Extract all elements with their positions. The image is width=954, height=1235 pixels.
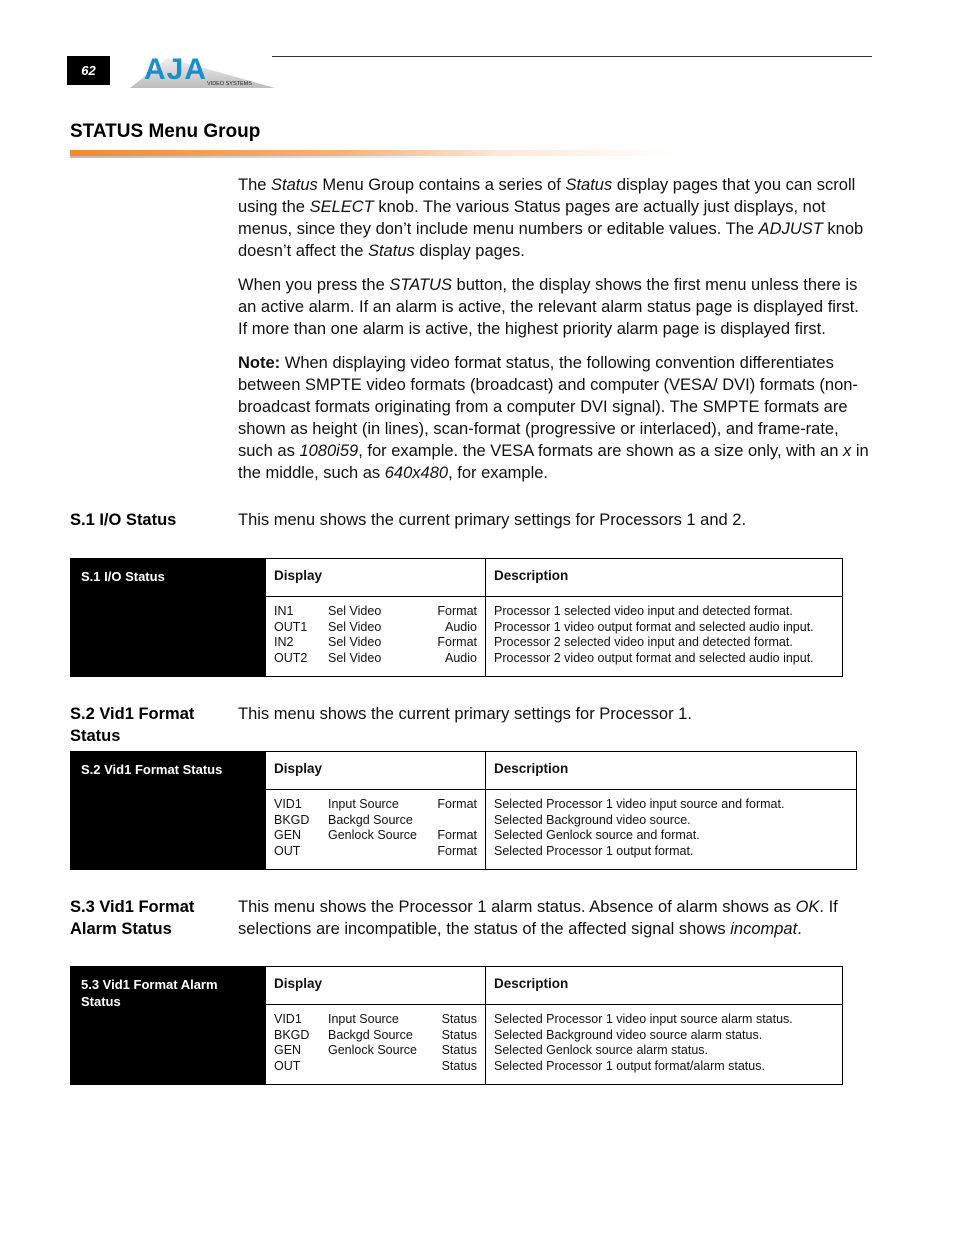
display-cell xyxy=(266,790,486,870)
display-code: GEN xyxy=(274,828,302,843)
display-source: Genlock Source xyxy=(328,828,417,843)
display-line xyxy=(274,797,477,813)
text-run: 1080i59 xyxy=(299,442,359,460)
display-code: OUT2 xyxy=(274,650,308,665)
s2-description xyxy=(238,703,870,725)
description-header: Description xyxy=(486,559,843,597)
text-run: Note: xyxy=(238,354,281,372)
logo-subtext: VIDEO SYSTEMS xyxy=(207,81,252,87)
s1-description xyxy=(238,509,870,531)
display-value: Status xyxy=(441,1027,477,1042)
display-header: Display xyxy=(266,559,486,597)
title-underline-shadow xyxy=(70,156,480,158)
description-header: Description xyxy=(486,752,857,790)
display-source: Backgd Source xyxy=(328,1027,413,1042)
aja-logo xyxy=(130,54,275,88)
intro-paragraph-2 xyxy=(238,274,870,340)
display-code: GEN xyxy=(274,1043,302,1058)
display-source: Sel Video xyxy=(328,635,382,650)
text-run: 640x480 xyxy=(384,464,449,482)
text-run: in the middle, such as xyxy=(238,442,869,482)
display-code: OUT xyxy=(274,1058,301,1073)
display-value: Status xyxy=(441,1058,477,1073)
page-number: 62 xyxy=(67,56,110,85)
header-rule xyxy=(272,56,872,57)
text-run: x xyxy=(843,442,852,460)
display-code: IN2 xyxy=(274,635,294,650)
text-run: incompat xyxy=(730,920,798,938)
text-run: knob doesn’t affect the xyxy=(238,220,864,260)
text-run: This menu shows the Processor 1 alarm status. Absence of alarm shows as xyxy=(238,898,796,916)
text-run: When you press the xyxy=(238,276,390,294)
page-title: STATUS Menu Group xyxy=(70,121,261,142)
display-code: VID1 xyxy=(274,1012,302,1026)
description-line: Selected Background video source. xyxy=(494,812,691,827)
display-source: Backgd Source xyxy=(328,812,413,827)
s3-status-table xyxy=(70,966,843,1085)
s1-status-table xyxy=(70,558,843,677)
description-line: Selected Background video source alarm status. xyxy=(494,1027,763,1042)
text-run: knob. The various Status pages are actually just displays, not menus, since they don’t include menu numbers or editable values. The xyxy=(238,198,826,238)
description-line: Processor 2 selected video input and detected format. xyxy=(494,635,793,650)
text-run: Status xyxy=(367,242,415,260)
text-run: Status xyxy=(565,176,613,194)
display-value: Status xyxy=(441,1043,477,1058)
display-line xyxy=(274,620,477,636)
display-source: Genlock Source xyxy=(328,1043,417,1058)
text-run: . xyxy=(797,920,802,938)
display-code: OUT1 xyxy=(274,619,308,634)
text-run: display pages that you can scroll using the xyxy=(238,176,856,216)
s1-heading: S.1 I/O Status xyxy=(70,511,177,529)
display-line xyxy=(274,1028,477,1044)
s3-description xyxy=(238,896,870,940)
text-run: SELECT xyxy=(309,198,374,216)
display-line xyxy=(274,651,477,667)
display-value: Audio xyxy=(445,619,477,634)
display-code: BKGD xyxy=(274,812,310,827)
display-value: Status xyxy=(441,1012,477,1026)
display-cell xyxy=(266,597,486,677)
description-cell xyxy=(486,1005,843,1085)
text-run: The xyxy=(238,176,272,194)
display-value: Format xyxy=(437,604,477,618)
display-source: Sel Video xyxy=(328,650,382,665)
intro-paragraph-1 xyxy=(238,174,870,262)
text-run: button, the display shows the first menu unless there is an active alarm. If an alarm is active, the relevant alarm status page is displayed first. If more than one alarm is active, the highest priority alarm page is displayed first. xyxy=(238,276,859,338)
display-line xyxy=(274,635,477,651)
table-label: 5.3 Vid1 Format Alarm Status xyxy=(71,967,266,1085)
description-cell xyxy=(486,597,843,677)
display-value: Format xyxy=(437,843,477,858)
text-run: ADJUST xyxy=(758,220,823,238)
text-run: Menu Group contains a series of xyxy=(317,176,566,194)
display-line xyxy=(274,1059,477,1075)
text-run: OK xyxy=(795,898,820,916)
description-line: Selected Processor 1 output format. xyxy=(494,843,694,858)
display-line xyxy=(274,813,477,829)
display-line xyxy=(274,844,477,860)
text-run: This menu shows the current primary settings for Processor 1. xyxy=(238,705,692,723)
display-code: BKGD xyxy=(274,1027,310,1042)
display-source: Sel Video xyxy=(328,619,382,634)
note-paragraph xyxy=(238,352,870,484)
description-line: Selected Processor 1 output format/alarm status. xyxy=(494,1058,765,1073)
display-header: Display xyxy=(266,967,486,1005)
display-code: VID1 xyxy=(274,797,302,811)
display-line xyxy=(274,828,477,844)
description-header: Description xyxy=(486,967,843,1005)
s3-heading: S.3 Vid1 Format Alarm Status xyxy=(70,898,195,938)
display-line xyxy=(274,1012,477,1028)
s2-status-table xyxy=(70,751,857,870)
display-line xyxy=(274,1043,477,1059)
text-run: display pages. xyxy=(414,242,525,260)
display-value: Format xyxy=(437,797,477,811)
text-run: When displaying video format status, the following convention differentiates between SMPTE video formats (broadcast) and computer (VESA/ DVI) formats (non-broadcast formats originating from a computer DVI signal). The SMPTE formats are shown as height (in lines), scan-format (progressive or interlaced), and frame-rate, such as xyxy=(238,354,858,460)
display-source xyxy=(328,1059,442,1075)
display-source: Input Source xyxy=(328,1012,399,1026)
display-header: Display xyxy=(266,752,486,790)
text-run: , for example. xyxy=(448,464,549,482)
display-cell xyxy=(266,1005,486,1085)
table-label: S.1 I/O Status xyxy=(71,559,266,677)
display-value: Audio xyxy=(445,650,477,665)
description-line: Processor 1 selected video input and detected format. xyxy=(494,604,793,618)
description-cell xyxy=(486,790,857,870)
display-code: OUT xyxy=(274,843,301,858)
display-source xyxy=(328,844,437,860)
text-run: Status xyxy=(271,176,318,194)
display-code: IN1 xyxy=(274,604,294,618)
description-line: Selected Genlock source alarm status. xyxy=(494,1043,708,1058)
display-line xyxy=(274,604,477,620)
display-value: Format xyxy=(437,635,477,650)
display-source: Sel Video xyxy=(328,604,382,618)
text-run: This menu shows the current primary settings for Processors 1 and 2. xyxy=(238,511,747,529)
text-run: . If selections are incompatible, the status of the affected signal shows xyxy=(238,898,838,938)
description-line: Processor 2 video output format and selected audio input. xyxy=(494,650,814,665)
display-source: Input Source xyxy=(328,797,399,811)
description-line: Processor 1 video output format and selected audio input. xyxy=(494,619,814,634)
s2-heading: S.2 Vid1 Format Status xyxy=(70,705,195,745)
description-line: Selected Processor 1 video input source alarm status. xyxy=(494,1012,793,1026)
description-line: Selected Processor 1 video input source and format. xyxy=(494,797,785,811)
logo-text: AJA xyxy=(144,54,208,86)
table-label: S.2 Vid1 Format Status xyxy=(71,752,266,870)
text-run: , for example. the VESA formats are shown as a size only, with an xyxy=(358,442,844,460)
description-line: Selected Genlock source and format. xyxy=(494,828,700,843)
text-run: STATUS xyxy=(389,276,452,294)
display-value: Format xyxy=(437,828,477,843)
